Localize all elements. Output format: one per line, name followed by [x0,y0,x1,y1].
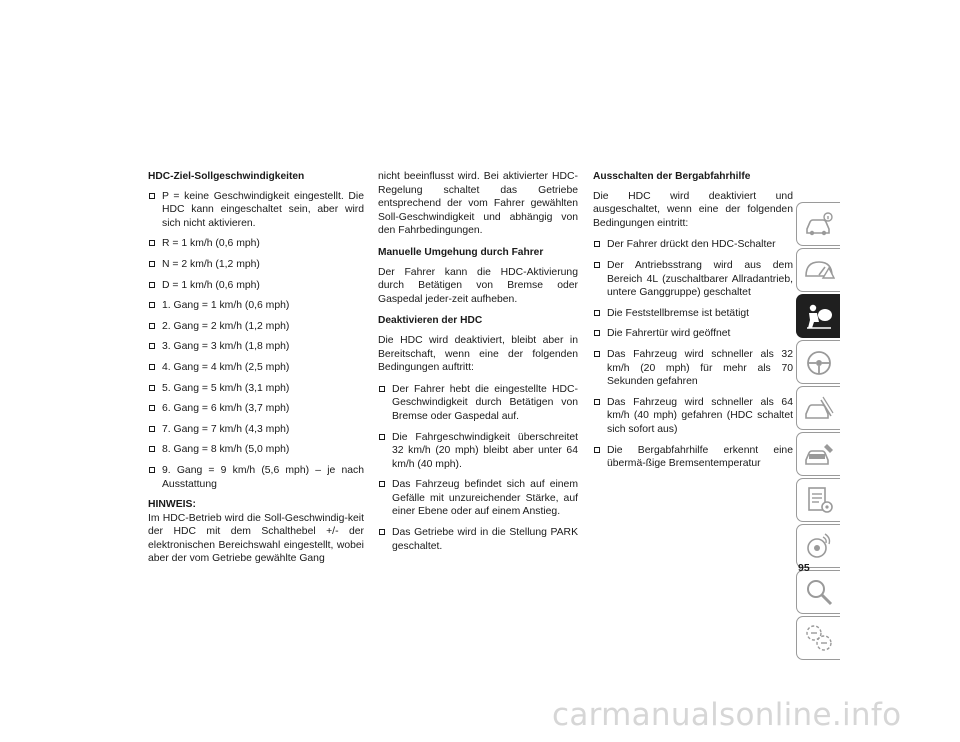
checkbox-bullet-icon [149,426,155,432]
car-emergency-icon [803,392,835,424]
section-heading-driver-override: Manuelle Umgehung durch Fahrer [378,246,544,258]
checkbox-bullet-icon [149,385,155,391]
tab-index[interactable] [796,570,840,614]
tab-safety[interactable] [796,294,840,338]
dashboard-warning-icon [803,254,835,286]
search-index-icon [803,576,835,608]
list-item: Die Fahrertür wird geöffnet [593,327,793,341]
language-icon [803,622,835,654]
checkbox-bullet-icon [594,399,600,405]
checkbox-bullet-icon [149,282,155,288]
list-item: 3. Gang = 3 km/h (1,8 mph) [148,340,364,354]
list-item: Die Bergabfahrhilfe erkennt eine übermä-ßige Bremsentemperatur [593,444,793,471]
list-item: Das Getriebe wird in die Stellung PARK geschaltet. [378,526,578,553]
list-item: Der Fahrer hebt die eingestellte HDC-Geschwindigkeit durch Betätigen von Bremse oder Gaspedal auf. [378,383,578,424]
checkbox-bullet-icon [594,310,600,316]
specifications-icon [803,484,835,516]
checkbox-bullet-icon [594,241,600,247]
list-item: 6. Gang = 6 km/h (3,7 mph) [148,402,364,416]
list-item: Die Fahrgeschwindigkeit überschreitet 32 km/h (20 mph) bleibt aber unter 64 km/h (40 mph). [378,431,578,472]
airbag-safety-icon [803,300,835,332]
list-item: 4. Gang = 4 km/h (2,5 mph) [148,361,364,375]
checkbox-bullet-icon [149,302,155,308]
list-item: 7. Gang = 7 km/h (4,3 mph) [148,423,364,437]
checkbox-bullet-icon [149,240,155,246]
checkbox-bullet-icon [149,261,155,267]
list-item: Das Fahrzeug wird schneller als 64 km/h (40 mph) gefahren (HDC schaltet sich sofort aus) [593,396,793,437]
car-service-icon [803,438,835,470]
list-item: Das Fahrzeug befindet sich auf einem Gefälle mit unzureichender Stärke, auf einer Ebene oder auf einem Anstieg. [378,478,578,519]
section-heading-target-speeds: HDC-Ziel-Sollgeschwindigkeiten [148,171,305,182]
checkbox-bullet-icon [149,364,155,370]
switch-off-conditions-list [593,238,793,470]
override-paragraph: Der Fahrer kann die HDC-Aktivierung durch Betätigen von Bremse oder Gaspedal jeder-zeit aufheben. [378,266,578,305]
column-1 [148,170,364,574]
checkbox-bullet-icon [149,323,155,329]
checkbox-bullet-icon [594,447,600,453]
checkbox-bullet-icon [149,446,155,452]
list-item: Der Antriebsstrang wird aus dem Bereich 4L (zuschaltbarer Allradantrieb, untere Ganggruppe) geschaltet [593,259,793,300]
tab-service[interactable] [796,432,840,476]
multimedia-icon [803,530,835,562]
tab-specifications[interactable] [796,478,840,522]
tab-car-info[interactable] [796,202,840,246]
deactivate-conditions-list [378,383,578,554]
continuation-paragraph: nicht beeinflusst wird. Bei aktivierter HDC-Regelung schaltet das Getriebe entsprechend der vom Fahrer gewählten Soll-Geschwindigkeit und abhängig von den Fahrbedingungen. [378,171,578,237]
list-item: 2. Gang = 2 km/h (1,2 mph) [148,320,364,334]
section-heading-deactivate: Deaktivieren der HDC [378,315,483,327]
list-item: D = 1 km/h (0,6 mph) [148,279,364,293]
checkbox-bullet-icon [379,434,385,440]
list-item: R = 1 km/h (0,6 mph) [148,237,364,251]
car-info-icon [803,208,835,240]
checkbox-bullet-icon [379,529,385,535]
page-number: 95 [798,562,810,574]
target-speed-list [148,190,364,492]
list-item: N = 2 km/h (1,2 mph) [148,258,364,272]
checkbox-bullet-icon [149,343,155,349]
list-item: 9. Gang = 9 km/h (5,6 mph) – je nach Ausstattung [148,464,364,491]
checkbox-bullet-icon [594,351,600,357]
list-item: 8. Gang = 8 km/h (5,0 mph) [148,443,364,457]
checkbox-bullet-icon [594,330,600,336]
tab-emergency[interactable] [796,386,840,430]
checkbox-bullet-icon [379,481,385,487]
checkbox-bullet-icon [149,193,155,199]
note-text: Im HDC-Betrieb wird die Soll-Geschwindig-keit der HDC mit dem Schalthebel +/- der elektronischen Bereichswahl eingestellt, wobei aber der vom Getriebe gewählte Gang [148,512,364,565]
switch-off-paragraph: Die HDC wird deaktiviert und ausgeschaltet, wenn eine der folgenden Bedingungen eintritt: [593,190,793,229]
section-heading-switch-off: Ausschalten der Bergabfahrhilfe [593,171,751,182]
steering-wheel-icon [803,346,835,378]
chapter-tabs [796,202,840,662]
column-3 [593,170,793,478]
deactivate-paragraph: Die HDC wird deaktiviert, bleibt aber in Bereitschaft, wenn eine der folgenden Bedingungen auftritt: [378,334,578,374]
checkbox-bullet-icon [379,386,385,392]
list-item: 1. Gang = 1 km/h (0,6 mph) [148,299,364,313]
tab-starting-driving[interactable] [796,340,840,384]
checkbox-bullet-icon [149,467,155,473]
note-label: HINWEIS: [148,499,196,511]
list-item: 5. Gang = 5 km/h (3,1 mph) [148,382,364,396]
list-item: Die Feststellbremse ist betätigt [593,307,793,321]
column-2 [378,170,578,560]
checkbox-bullet-icon [594,262,600,268]
checkbox-bullet-icon [149,405,155,411]
list-item: P = keine Geschwindigkeit eingestellt. Die HDC kann eingeschaltet sein, aber wird sich nicht aktivieren. [148,190,364,231]
tab-languages[interactable] [796,616,840,660]
tab-dashboard-warning[interactable] [796,248,840,292]
watermark: carmanualsonline.info [552,697,902,733]
list-item: Das Fahrzeug wird schneller als 32 km/h (20 mph) für mehr als 70 Sekunden gefahren [593,348,793,389]
list-item: Der Fahrer drückt den HDC-Schalter [593,238,793,252]
